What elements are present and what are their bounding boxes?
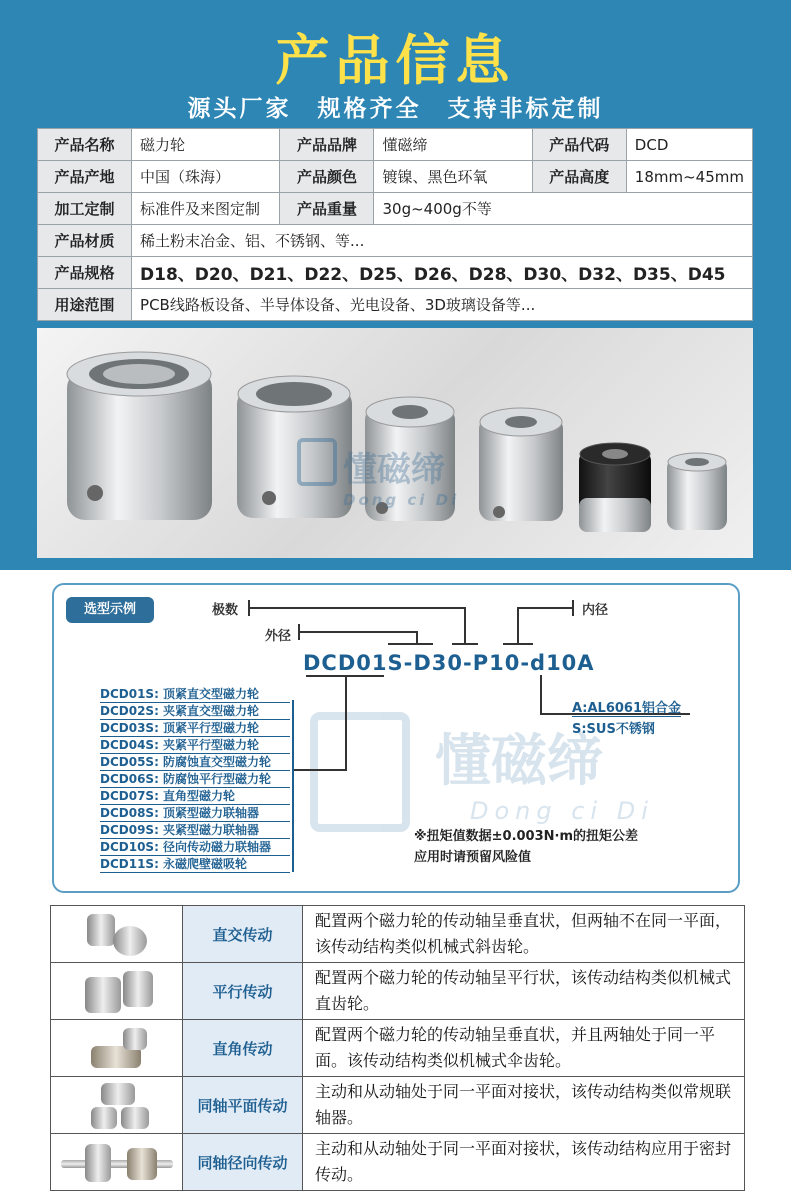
transmission-name: 直角传动 xyxy=(183,1020,303,1077)
spec-label: 产品规格 xyxy=(38,257,132,289)
spec-value: D18、D20、D21、D22、D25、D26、D28、D30、D32、D35、D45 xyxy=(132,257,753,289)
spec-value: 稀土粉末冶金、铝、不锈钢、等... xyxy=(132,225,753,257)
table-row xyxy=(51,906,745,963)
spec-label: 产品颜色 xyxy=(280,161,374,193)
model-item: DCD01S: 顶紧直交型磁力轮 xyxy=(100,685,290,703)
outer-diameter-label: 外径 xyxy=(265,629,292,644)
transmission-desc: 主动和从动轴处于同一平面对接状，该传动结构类似常规联轴器。 xyxy=(303,1077,745,1134)
transmission-desc: 主动和从动轴处于同一平面对接状，该传动结构应用于密封传动。 xyxy=(303,1134,745,1191)
transmission-table xyxy=(50,905,745,1191)
spec-value: 标准件及来图定制 xyxy=(132,193,280,225)
spec-label: 产品产地 xyxy=(38,161,132,193)
photo-watermark xyxy=(343,442,459,509)
spec-label: 产品代码 xyxy=(532,129,626,161)
page-title: 产品信息 xyxy=(275,29,516,92)
model-item: DCD09S: 夹紧型磁力联轴器 xyxy=(100,821,290,839)
spec-row xyxy=(38,129,753,161)
model-item: DCD04S: 夹紧平行型磁力轮 xyxy=(100,736,290,754)
transmission-name: 直交传动 xyxy=(183,906,303,963)
watermark-brand: 懂磁缔 xyxy=(435,729,603,794)
spec-row xyxy=(38,161,753,193)
transmission-image xyxy=(51,963,183,1020)
spec-table xyxy=(37,128,753,321)
torque-note xyxy=(414,826,638,868)
spec-label: 产品材质 xyxy=(38,225,132,257)
spec-value: 镀镍、黑色环氧 xyxy=(374,161,532,193)
table-row xyxy=(51,1077,745,1134)
spec-label: 加工定制 xyxy=(38,193,132,225)
watermark-pinyin: Dong ci Di xyxy=(343,491,460,509)
product-info-panel xyxy=(0,0,791,570)
spec-row xyxy=(38,257,753,289)
page-subtitle: 源头厂家 规格齐全 支持非标定制 xyxy=(187,96,604,122)
spec-value: 30g~400g不等 xyxy=(374,193,753,225)
spec-value: 18mm~45mm xyxy=(626,161,752,193)
selection-tag: 选型示例 xyxy=(66,597,154,623)
spec-label: 产品品牌 xyxy=(280,129,374,161)
transmission-image xyxy=(51,1134,183,1191)
model-item: DCD10S: 径向传动磁力联轴器 xyxy=(100,838,290,856)
transmission-desc: 配置两个磁力轮的传动轴呈垂直状，但两轴不在同一平面，该传动结构类似机械式斜齿轮。 xyxy=(303,906,745,963)
spec-row xyxy=(38,289,753,321)
spec-value: 磁力轮 xyxy=(132,129,280,161)
spec-label: 产品重量 xyxy=(280,193,374,225)
transmission-desc: 配置两个磁力轮的传动轴呈平行状，该传动结构类似机械式直齿轮。 xyxy=(303,963,745,1020)
spec-value: PCB线路板设备、半导体设备、光电设备、3D玻璃设备等... xyxy=(132,289,753,321)
transmission-name: 平行传动 xyxy=(183,963,303,1020)
table-row xyxy=(51,1020,745,1077)
watermark-brand: 懂磁缔 xyxy=(343,450,445,490)
transmission-name: 同轴平面传动 xyxy=(183,1077,303,1134)
table-row xyxy=(51,963,745,1020)
spec-label: 产品高度 xyxy=(532,161,626,193)
poles-label: 极数 xyxy=(212,603,239,618)
spec-value: 中国（珠海） xyxy=(132,161,280,193)
model-item: DCD07S: 直角型磁力轮 xyxy=(100,787,290,805)
material-option: A:AL6061铝合金 xyxy=(572,697,681,717)
model-item: DCD05S: 防腐蚀直交型磁力轮 xyxy=(100,753,290,771)
note-line: ※扭矩值数据±0.003N·m的扭矩公差 xyxy=(414,829,639,844)
transmission-image xyxy=(51,906,183,963)
transmission-desc: 配置两个磁力轮的传动轴呈垂直状，并且两轴处于同一平面。该传动结构类似机械式伞齿轮。 xyxy=(303,1020,745,1077)
spec-value: 懂磁缔 xyxy=(374,129,532,161)
model-item: DCD08S: 顶紧型磁力联轴器 xyxy=(100,804,290,822)
spec-row xyxy=(38,225,753,257)
material-option: S:SUS不锈钢 xyxy=(572,722,655,737)
spec-label: 用途范围 xyxy=(38,289,132,321)
transmission-name: 同轴径向传动 xyxy=(183,1134,303,1191)
spec-label: 产品名称 xyxy=(38,129,132,161)
model-item: DCD06S: 防腐蚀平行型磁力轮 xyxy=(100,770,290,788)
spec-value: DCD xyxy=(626,129,752,161)
inner-diameter-label: 内径 xyxy=(582,603,609,618)
model-item: DCD11S: 永磁爬壁磁吸轮 xyxy=(100,855,290,873)
spec-row xyxy=(38,193,753,225)
table-row xyxy=(51,1134,745,1191)
model-code: DCD01S-D30-P10-d10A xyxy=(303,651,595,675)
model-item: DCD02S: 夹紧直交型磁力轮 xyxy=(100,702,290,720)
transmission-image xyxy=(51,1020,183,1077)
model-item: DCD03S: 顶紧平行型磁力轮 xyxy=(100,719,290,737)
product-photo xyxy=(37,328,753,558)
note-line: 应用时请预留风险值 xyxy=(414,850,532,865)
transmission-image xyxy=(51,1077,183,1134)
watermark-pinyin: Dong ci Di xyxy=(470,797,654,825)
